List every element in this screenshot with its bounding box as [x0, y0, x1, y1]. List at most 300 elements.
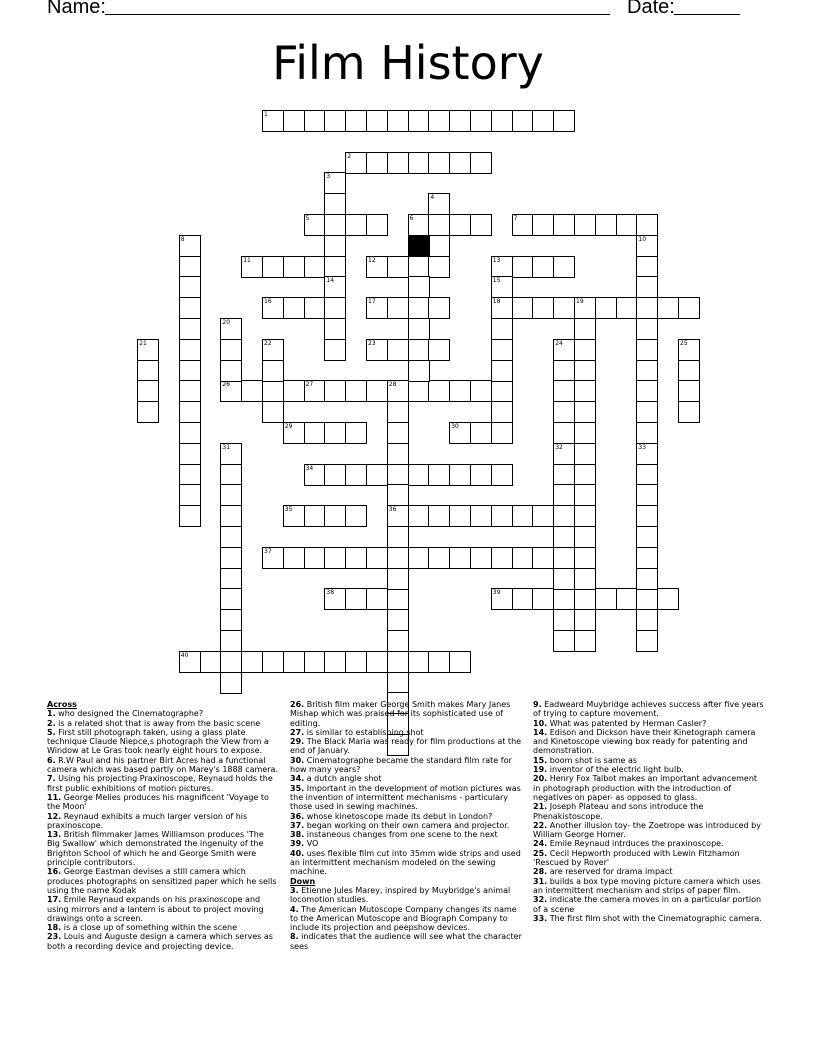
crossword-cell[interactable] — [574, 443, 596, 465]
crossword-cell[interactable] — [636, 297, 658, 319]
crossword-cell[interactable] — [553, 547, 575, 569]
crossword-cell[interactable] — [387, 401, 409, 423]
crossword-cell[interactable] — [491, 380, 513, 402]
crossword-cell[interactable] — [532, 297, 554, 319]
crossword-cell[interactable] — [324, 318, 346, 340]
clue-item — [47, 867, 279, 895]
crossword-cell[interactable] — [324, 110, 346, 132]
crossword-cell[interactable] — [428, 235, 450, 257]
crossword-cell[interactable] — [220, 464, 242, 486]
clue-number-label: 1. — [47, 709, 56, 719]
crossword-cell[interactable] — [283, 110, 305, 132]
crossword-cell[interactable] — [324, 651, 346, 673]
date-label: Date: — [627, 0, 675, 18]
crossword-cell[interactable] — [387, 256, 409, 278]
crossword-cell[interactable] — [616, 588, 638, 610]
clue-number-label: 13. — [47, 830, 62, 840]
crossword-cell[interactable] — [408, 276, 430, 298]
crossword-cell[interactable] — [491, 505, 513, 527]
crossword-cell[interactable] — [491, 318, 513, 340]
crossword-cell[interactable] — [553, 256, 575, 278]
crossword-cell[interactable] — [470, 547, 492, 569]
crossword-cell[interactable] — [553, 630, 575, 652]
crossword-cell[interactable] — [532, 588, 554, 610]
crossword-cell[interactable] — [449, 651, 471, 673]
crossword-cell[interactable] — [179, 360, 201, 382]
clue-number-label: 10. — [533, 718, 548, 728]
crossword-cell[interactable] — [283, 297, 305, 319]
crossword-cell[interactable] — [179, 297, 201, 319]
clue-item — [533, 895, 765, 914]
crossword-cell[interactable] — [408, 152, 430, 174]
crossword-cell[interactable] — [324, 193, 346, 215]
clue-number: 13 — [492, 256, 501, 264]
clue-text: Cinematographe became the standard film rate for how many years? — [290, 755, 512, 775]
crossword-cell[interactable] — [408, 380, 430, 402]
crossword-cell[interactable] — [636, 339, 658, 361]
clue-number-label: 14. — [533, 727, 548, 737]
crossword-cell[interactable] — [408, 651, 430, 673]
clue-number: 38 — [326, 589, 335, 597]
crossword-cell[interactable] — [324, 464, 346, 486]
crossword-cell[interactable] — [657, 297, 679, 319]
crossword-cell[interactable] — [262, 360, 284, 382]
clue-number-label: 17. — [47, 895, 62, 905]
crossword-cell[interactable] — [553, 505, 575, 527]
crossword-cell[interactable] — [574, 360, 596, 382]
crossword-cell[interactable] — [449, 505, 471, 527]
crossword-cell[interactable] — [283, 547, 305, 569]
clue-text: R.W Paul and his partner Birt Acres had a functional camera which was based partly on Marey's 1888 camera. — [47, 755, 278, 775]
crossword-cell[interactable] — [657, 588, 679, 610]
crossword-cell[interactable] — [366, 464, 388, 486]
clue-number-label: 33. — [533, 913, 548, 923]
crossword-cell[interactable] — [428, 547, 450, 569]
clue-item — [47, 719, 279, 728]
crossword-cell[interactable] — [179, 464, 201, 486]
crossword-cell[interactable] — [512, 588, 534, 610]
crossword-cell[interactable] — [512, 505, 534, 527]
crossword-cell[interactable] — [408, 464, 430, 486]
crossword-cell[interactable] — [220, 526, 242, 548]
crossword-cell[interactable] — [345, 505, 367, 527]
crossword-cell[interactable] — [387, 152, 409, 174]
crossword-cell[interactable] — [553, 526, 575, 548]
crossword-cell[interactable] — [512, 297, 534, 319]
clue-number-label: 25. — [533, 848, 548, 858]
crossword-cell[interactable] — [678, 380, 700, 402]
clue-number: 27 — [305, 381, 314, 389]
crossword-cell[interactable] — [553, 297, 575, 319]
crossword-cell[interactable] — [636, 547, 658, 569]
crossword-cell[interactable] — [428, 505, 450, 527]
crossword-cell[interactable] — [428, 214, 450, 236]
crossword-cell[interactable] — [553, 568, 575, 590]
crossword-cell[interactable] — [553, 484, 575, 506]
crossword-cell[interactable] — [366, 651, 388, 673]
clue-number: 31 — [222, 443, 231, 451]
clue-number-label: 15. — [533, 755, 548, 765]
crossword-cell[interactable] — [408, 505, 430, 527]
crossword-cell[interactable] — [574, 484, 596, 506]
clue-text: Important in the development of motion pictures was the invention of intermittent mechanisms - particulary those used in sewing machines. — [290, 783, 521, 812]
clue-number: 30 — [451, 423, 459, 430]
crossword-cell[interactable] — [574, 547, 596, 569]
crossword-cell[interactable] — [449, 152, 471, 174]
crossword-cell[interactable] — [449, 464, 471, 486]
clue-number: 4 — [430, 194, 435, 202]
crossword-cell[interactable] — [574, 526, 596, 548]
crossword-cell[interactable] — [636, 568, 658, 590]
crossword-cell[interactable] — [428, 152, 450, 174]
crossword-cell[interactable] — [408, 256, 430, 278]
crossword-cell[interactable] — [179, 339, 201, 361]
crossword-cell[interactable] — [137, 360, 159, 382]
crossword-cell[interactable] — [532, 256, 554, 278]
clue-text: George Melies produces his magnificent 'Voyage to the Moon' — [47, 792, 269, 812]
clue-item — [47, 793, 279, 812]
crossword-cell[interactable] — [574, 339, 596, 361]
crossword-cell[interactable] — [553, 464, 575, 486]
crossword-cell[interactable] — [408, 297, 430, 319]
crossword-cell[interactable] — [324, 380, 346, 402]
clue-item — [533, 728, 765, 756]
crossword-cell[interactable] — [532, 505, 554, 527]
clue-item — [533, 774, 765, 802]
crossword-cell[interactable] — [345, 110, 367, 132]
crossword-cell[interactable] — [574, 588, 596, 610]
clue-number-label: 12. — [47, 811, 62, 821]
crossword-cell[interactable] — [408, 110, 430, 132]
crossword-cell[interactable] — [179, 380, 201, 402]
crossword-cell[interactable] — [553, 110, 575, 132]
crossword-cell[interactable] — [324, 505, 346, 527]
crossword-cell[interactable] — [428, 256, 450, 278]
clue-number-label: 16. — [47, 867, 62, 877]
crossword-cell[interactable] — [636, 588, 658, 610]
crossword-cell[interactable] — [574, 380, 596, 402]
crossword-cell[interactable] — [428, 380, 450, 402]
crossword-cell[interactable] — [636, 360, 658, 382]
crossword-cell[interactable] — [324, 422, 346, 444]
crossword-cell[interactable] — [636, 464, 658, 486]
crossword-cell[interactable] — [553, 360, 575, 382]
clue-number: 33 — [638, 443, 647, 451]
clue-number: 6 — [409, 215, 414, 222]
clue-number-label: 35. — [290, 783, 305, 793]
crossword-cell[interactable] — [470, 380, 492, 402]
crossword-cell[interactable] — [283, 380, 305, 402]
crossword-cell[interactable] — [428, 339, 450, 361]
crossword-cell[interactable] — [387, 422, 409, 444]
clue-text: First still photograph taken, using a glass plate technique Claude Niepce,s photograph the View from a Window at Le Gras took nearly eight hours to expose. — [47, 727, 269, 756]
crossword-cell[interactable] — [220, 630, 242, 652]
clue-item — [290, 728, 522, 737]
clue-number-label: 40. — [290, 848, 305, 858]
crossword-cell[interactable] — [366, 110, 388, 132]
crossword-cell[interactable] — [387, 568, 409, 590]
crossword-cell[interactable] — [428, 110, 450, 132]
crossword-cell[interactable] — [262, 401, 284, 423]
crossword-cell[interactable] — [345, 214, 367, 236]
crossword-cell[interactable] — [491, 401, 513, 423]
crossword-cell[interactable] — [324, 339, 346, 361]
crossword-cell[interactable] — [324, 235, 346, 257]
crossword-cell[interactable] — [553, 214, 575, 236]
crossword-cell[interactable] — [449, 214, 471, 236]
crossword-cell[interactable] — [491, 422, 513, 444]
crossword-cell[interactable] — [636, 214, 658, 236]
clue-item — [533, 802, 765, 821]
clue-number: 21 — [139, 339, 147, 347]
crossword-cell[interactable] — [179, 401, 201, 423]
clue-number-label: 37. — [290, 820, 305, 830]
crossword-cell[interactable] — [387, 630, 409, 652]
crossword-cell[interactable] — [262, 256, 284, 278]
crossword-cell[interactable] — [636, 484, 658, 506]
crossword-cell[interactable] — [345, 651, 367, 673]
crossword-cell[interactable] — [220, 360, 242, 382]
crossword-cell[interactable] — [636, 256, 658, 278]
crossword-cell[interactable] — [574, 630, 596, 652]
clue-text: Joseph Plateau and sons introduce the Phenakistoscope. — [533, 802, 704, 821]
crossword-cell[interactable] — [366, 380, 388, 402]
crossword-cell[interactable] — [387, 651, 409, 673]
crossword-cell[interactable] — [200, 651, 222, 673]
crossword-cell[interactable] — [449, 547, 471, 569]
crossword-cell[interactable] — [304, 110, 326, 132]
crossword-cell[interactable] — [512, 256, 534, 278]
clue-item — [290, 932, 522, 951]
crossword-cell[interactable] — [470, 422, 492, 444]
crossword-cell[interactable] — [512, 547, 534, 569]
crossword-cell[interactable] — [179, 484, 201, 506]
crossword-cell[interactable] — [408, 339, 430, 361]
crossword-cell[interactable] — [678, 401, 700, 423]
crossword-cell[interactable] — [678, 360, 700, 382]
crossword-cell[interactable] — [220, 568, 242, 590]
crossword-cell[interactable] — [220, 484, 242, 506]
crossword-cell[interactable] — [324, 547, 346, 569]
crossword-cell[interactable] — [283, 256, 305, 278]
clue-text: a dutch angle shot — [304, 774, 382, 784]
crossword-cell[interactable] — [345, 380, 367, 402]
crossword-cell[interactable] — [491, 339, 513, 361]
crossword-cell[interactable] — [408, 360, 430, 382]
clue-text: boom shot is same as — [547, 755, 638, 765]
crossword-cell[interactable] — [387, 484, 409, 506]
crossword-cell[interactable] — [408, 547, 430, 569]
clue-heading: Across — [47, 700, 77, 709]
crossword-cell[interactable] — [387, 443, 409, 465]
crossword-cell[interactable] — [449, 380, 471, 402]
crossword-cell[interactable] — [179, 422, 201, 444]
clue-text: The American Mutoscope Company changes its name to the American Mutoscope and Biograph Company to include its projection and peepshow devices. — [290, 904, 517, 933]
crossword-cell[interactable] — [553, 609, 575, 631]
clue-number: 10 — [638, 235, 647, 243]
crossword-cell[interactable] — [137, 380, 159, 402]
crossword-cell[interactable] — [636, 276, 658, 298]
clue-item — [290, 784, 522, 812]
crossword-cell[interactable] — [137, 401, 159, 423]
crossword-cell[interactable] — [345, 422, 367, 444]
crossword-cell[interactable] — [553, 380, 575, 402]
crossword-cell[interactable] — [595, 297, 617, 319]
crossword-cell[interactable] — [574, 568, 596, 590]
crossword-cell[interactable] — [636, 380, 658, 402]
crossword-cell[interactable] — [220, 609, 242, 631]
crossword-cell[interactable] — [220, 672, 242, 694]
crossword-cell[interactable] — [304, 651, 326, 673]
crossword-cell[interactable] — [345, 464, 367, 486]
clue-number: 11 — [243, 256, 251, 264]
crossword-cell[interactable] — [241, 380, 263, 402]
crossword-cell[interactable] — [304, 547, 326, 569]
crossword-cell[interactable] — [491, 360, 513, 382]
crossword-cell[interactable] — [553, 401, 575, 423]
crossword-cell[interactable] — [387, 464, 409, 486]
crossword-cell[interactable] — [179, 318, 201, 340]
clue-item — [290, 774, 522, 783]
crossword-cell[interactable] — [179, 276, 201, 298]
clue-number: 32 — [555, 443, 563, 451]
crossword-cell[interactable] — [574, 505, 596, 527]
crossword-cell[interactable] — [636, 526, 658, 548]
crossword-cell[interactable] — [449, 110, 471, 132]
crossword-cell[interactable] — [574, 464, 596, 486]
crossword-cell[interactable] — [220, 547, 242, 569]
clue-item — [533, 914, 765, 923]
crossword-cell[interactable] — [470, 110, 492, 132]
crossword-cell[interactable] — [470, 464, 492, 486]
crossword-cell[interactable] — [304, 256, 326, 278]
crossword-cell[interactable] — [574, 609, 596, 631]
crossword-cell[interactable] — [387, 672, 409, 694]
crossword-cell[interactable] — [428, 464, 450, 486]
clue-text: Reynaud exhibits a much larger version of his praxinoscope. — [47, 811, 248, 830]
clue-number: 5 — [305, 215, 310, 222]
clue-number: 37 — [264, 547, 272, 555]
crossword-cell[interactable] — [387, 339, 409, 361]
crossword-cell[interactable] — [220, 505, 242, 527]
crossword-cell[interactable] — [408, 318, 430, 340]
crossword-cell[interactable] — [532, 547, 554, 569]
crossword-cell[interactable] — [491, 547, 513, 569]
crossword-cell[interactable] — [470, 505, 492, 527]
clue-item — [533, 839, 765, 848]
clue-number-label: 31. — [533, 876, 548, 886]
crossword-cell[interactable] — [387, 547, 409, 569]
crossword-cell[interactable] — [324, 297, 346, 319]
clue-item — [47, 895, 279, 923]
crossword-cell[interactable] — [220, 339, 242, 361]
crossword-cell[interactable] — [366, 588, 388, 610]
crossword-cell[interactable] — [262, 380, 284, 402]
crossword-cell[interactable] — [532, 110, 554, 132]
crossword-cell[interactable] — [428, 297, 450, 319]
crossword-cell[interactable] — [387, 297, 409, 319]
crossword-cell[interactable] — [345, 547, 367, 569]
crossword-cell[interactable] — [345, 588, 367, 610]
clue-number-label: 30. — [290, 755, 305, 765]
crossword-cell[interactable] — [179, 505, 201, 527]
clue-text: is similar to establishing shot — [304, 727, 424, 737]
crossword-cell[interactable] — [553, 588, 575, 610]
clue-text: began working on their own camera and projector. — [304, 820, 510, 830]
clue-number-label: 28. — [533, 867, 548, 877]
clue-text: who designed the Cinematographe? — [55, 709, 204, 719]
crossword-cell[interactable] — [428, 651, 450, 673]
clue-text: British filmmaker James Williamson produces 'The Big Swallow' which demonstrated the ingenuity of the Brighton School of which he and George Smith were principle contributors. — [47, 830, 264, 868]
crossword-cell[interactable] — [636, 505, 658, 527]
clue-heading: Down — [290, 876, 316, 886]
crossword-cell[interactable] — [636, 401, 658, 423]
crossword-cell[interactable] — [636, 318, 658, 340]
crossword-cell[interactable] — [262, 651, 284, 673]
clue-number-label: 22. — [533, 820, 548, 830]
crossword-cell[interactable] — [387, 526, 409, 548]
crossword-cell[interactable] — [324, 256, 346, 278]
crossword-cell[interactable] — [553, 422, 575, 444]
crossword-cell[interactable] — [241, 651, 263, 673]
crossword-cell[interactable] — [595, 588, 617, 610]
clue-number: 35 — [284, 506, 293, 514]
crossword-cell[interactable] — [491, 464, 513, 486]
crossword-cell[interactable] — [304, 297, 326, 319]
crossword-cell[interactable] — [283, 651, 305, 673]
crossword-cell[interactable] — [574, 214, 596, 236]
crossword-cell[interactable] — [532, 214, 554, 236]
clue-item — [47, 774, 279, 793]
crossword-cell[interactable] — [636, 609, 658, 631]
crossword-cell[interactable] — [179, 443, 201, 465]
crossword-cell[interactable] — [636, 422, 658, 444]
crossword-cell[interactable] — [595, 214, 617, 236]
crossword-cell[interactable] — [304, 422, 326, 444]
crossword-cell[interactable] — [366, 214, 388, 236]
crossword-cell[interactable] — [220, 651, 242, 673]
crossword-cell[interactable] — [387, 609, 409, 631]
crossword-cell[interactable] — [366, 152, 388, 174]
clue-item — [47, 728, 279, 756]
crossword-cell[interactable] — [636, 630, 658, 652]
clue-item — [47, 923, 279, 932]
clue-number: 17 — [368, 298, 376, 306]
clue-number: 28 — [388, 381, 397, 389]
clue-number-label: 2. — [47, 718, 56, 728]
clue-item — [47, 830, 279, 867]
crossword-cell[interactable] — [616, 297, 638, 319]
crossword-cell[interactable] — [220, 588, 242, 610]
crossword-cell[interactable] — [491, 110, 513, 132]
crossword-cell[interactable] — [512, 110, 534, 132]
clue-text: Using his projecting Praxinoscope, Reynaud holds the first public exhibitions of motion pictures. — [47, 774, 273, 793]
crossword-cell[interactable] — [678, 297, 700, 319]
clue-text: is a related shot that is away from the basic scene — [55, 718, 261, 728]
crossword-cell[interactable] — [324, 214, 346, 236]
crossword-cell[interactable] — [387, 110, 409, 132]
crossword-cell[interactable] — [387, 588, 409, 610]
crossword-cell[interactable] — [574, 318, 596, 340]
crossword-cell[interactable] — [470, 214, 492, 236]
crossword-cell[interactable] — [470, 152, 492, 174]
crossword-cell[interactable] — [179, 256, 201, 278]
crossword-cell[interactable] — [366, 547, 388, 569]
crossword-cell[interactable] — [304, 505, 326, 527]
crossword-cell[interactable] — [616, 214, 638, 236]
crossword-cell[interactable] — [574, 422, 596, 444]
crossword-cell[interactable] — [574, 401, 596, 423]
